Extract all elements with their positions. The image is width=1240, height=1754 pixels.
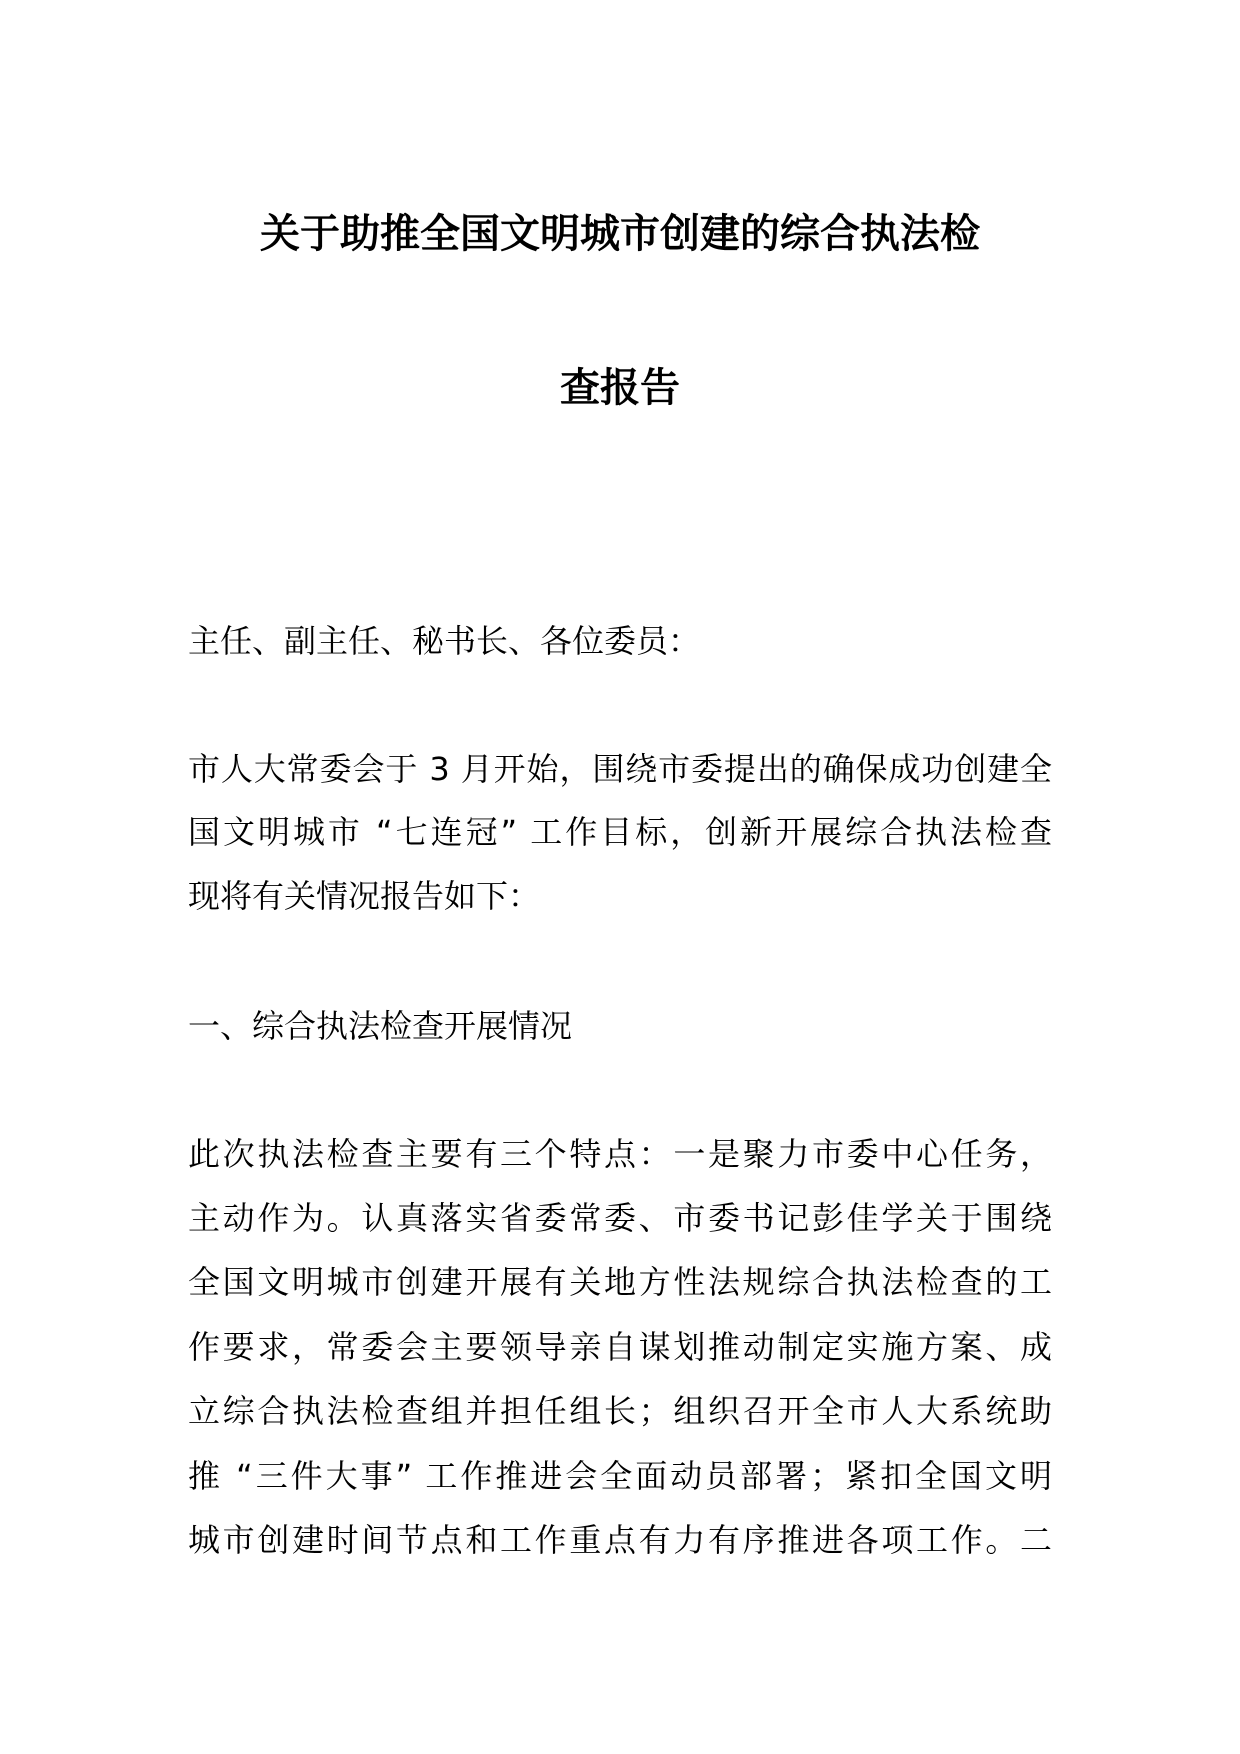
body-line-2: 主动作为。认真落实省委常委、市委书记彭佳学关于围绕 bbox=[188, 1199, 1052, 1237]
body-line-3: 全国文明城市创建开展有关地方性法规综合执法检查的工 bbox=[188, 1263, 1052, 1301]
body-line-7: 城市创建时间节点和工作重点有力有序推进各项工作。二 bbox=[188, 1521, 1052, 1559]
intro-line-2: 国文明城市 “七连冠” 工作目标，创新开展综合执法检查 bbox=[188, 813, 1052, 851]
section-heading: 一、综合执法检查开展情况 bbox=[188, 1007, 573, 1045]
document-title-line-1: 关于助推全国文明城市创建的综合执法检 bbox=[260, 211, 980, 257]
body-line-1: 此次执法检查主要有三个特点：一是聚力市委中心任务， bbox=[188, 1135, 1052, 1173]
document-title-line-2: 查报告 bbox=[560, 365, 680, 411]
intro-line-1: 市人大常委会于 3 月开始，围绕市委提出的确保成功创建全 bbox=[188, 750, 1052, 788]
salutation: 主任、副主任、秘书长、各位委员： bbox=[188, 622, 701, 660]
body-line-6: 推 “三件大事” 工作推进会全面动员部署；紧扣全国文明 bbox=[188, 1457, 1052, 1495]
intro-line-3: 现将有关情况报告如下： bbox=[188, 877, 541, 915]
body-line-5: 立综合执法检查组并担任组长；组织召开全市人大系统助 bbox=[188, 1392, 1052, 1430]
body-line-4: 作要求，常委会主要领导亲自谋划推动制定实施方案、成 bbox=[188, 1328, 1052, 1366]
